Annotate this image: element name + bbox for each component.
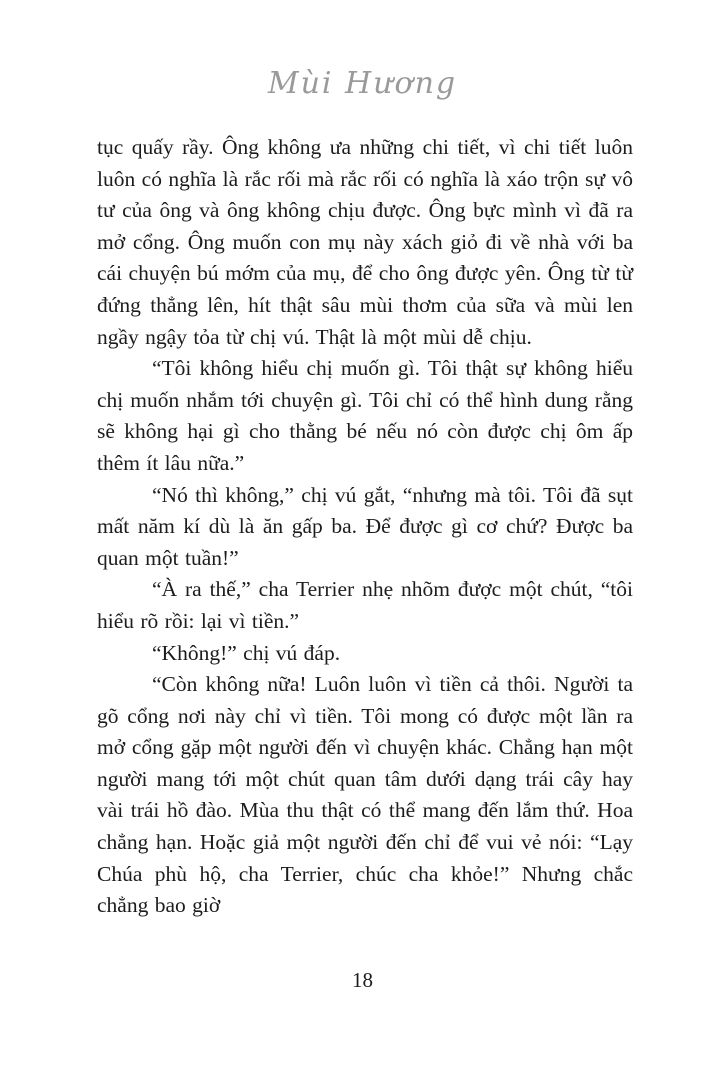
paragraph-dialogue: “À ra thế,” cha Terrier nhẹ nhõm được một chút, “tôi hiểu rõ rồi: lại vì tiền.” — [97, 577, 633, 633]
paragraph-dialogue: “Không!” chị vú đáp. — [152, 640, 341, 665]
paragraph-dialogue: “Nó thì không,” chị vú gắt, “nhưng mà tôi. Tôi đã sụt mất năm kí dù là ăn gấp ba. Để được gì cơ chứ? Được ba quan một tuần!” — [97, 482, 633, 570]
body-text-block — [97, 132, 633, 922]
running-header-title: Mùi Hương — [267, 66, 458, 101]
paragraph-continuation: tục quấy rầy. Ông không ưa những chi tiết, vì chi tiết luôn luôn có nghĩa là rắc rối mà rắc rối có nghĩa là xáo trộn sự vô tư của ông và ông không chịu được. Ông bực mình vì đã ra mở cổng. Ông muốn con mụ này xách giỏ đi về nhà với ba cái chuyện bú mớm của mụ, để cho ông được yên. Ông từ từ đứng thẳng lên, hít thật sâu mùi thơm của sữa và mùi len ngầy ngậy tỏa từ chị vú. Thật là một mùi dễ chịu. — [97, 135, 633, 349]
paragraph-dialogue: “Tôi không hiểu chị muốn gì. Tôi thật sự không hiểu chị muốn nhắm tới chuyện gì. Tôi chỉ có thể hình dung rằng sẽ không hại gì cho thằng bé nếu nó còn được chị ôm ấp thêm ít lâu nữa.” — [97, 356, 633, 475]
paragraph-dialogue: “Còn không nữa! Luôn luôn vì tiền cả thôi. Người ta gõ cổng nơi này chỉ vì tiền. Tôi mong có được một lần ra mở cổng gặp một người đến vì chuyện khác. Chẳng hạn một người mang tới một chút quan tâm dưới dạng trái cây hay vài trái hồ đào. Mùa thu thật có thể mang đến lắm thứ. Hoa chẳng hạn. Hoặc giả một người đến chỉ để vui vẻ nói: “Lạy Chúa phù hộ, cha Terrier, chúc cha khỏe!” Nhưng chắc chẳng bao giờ — [97, 672, 633, 918]
page-number: 18 — [352, 968, 373, 992]
